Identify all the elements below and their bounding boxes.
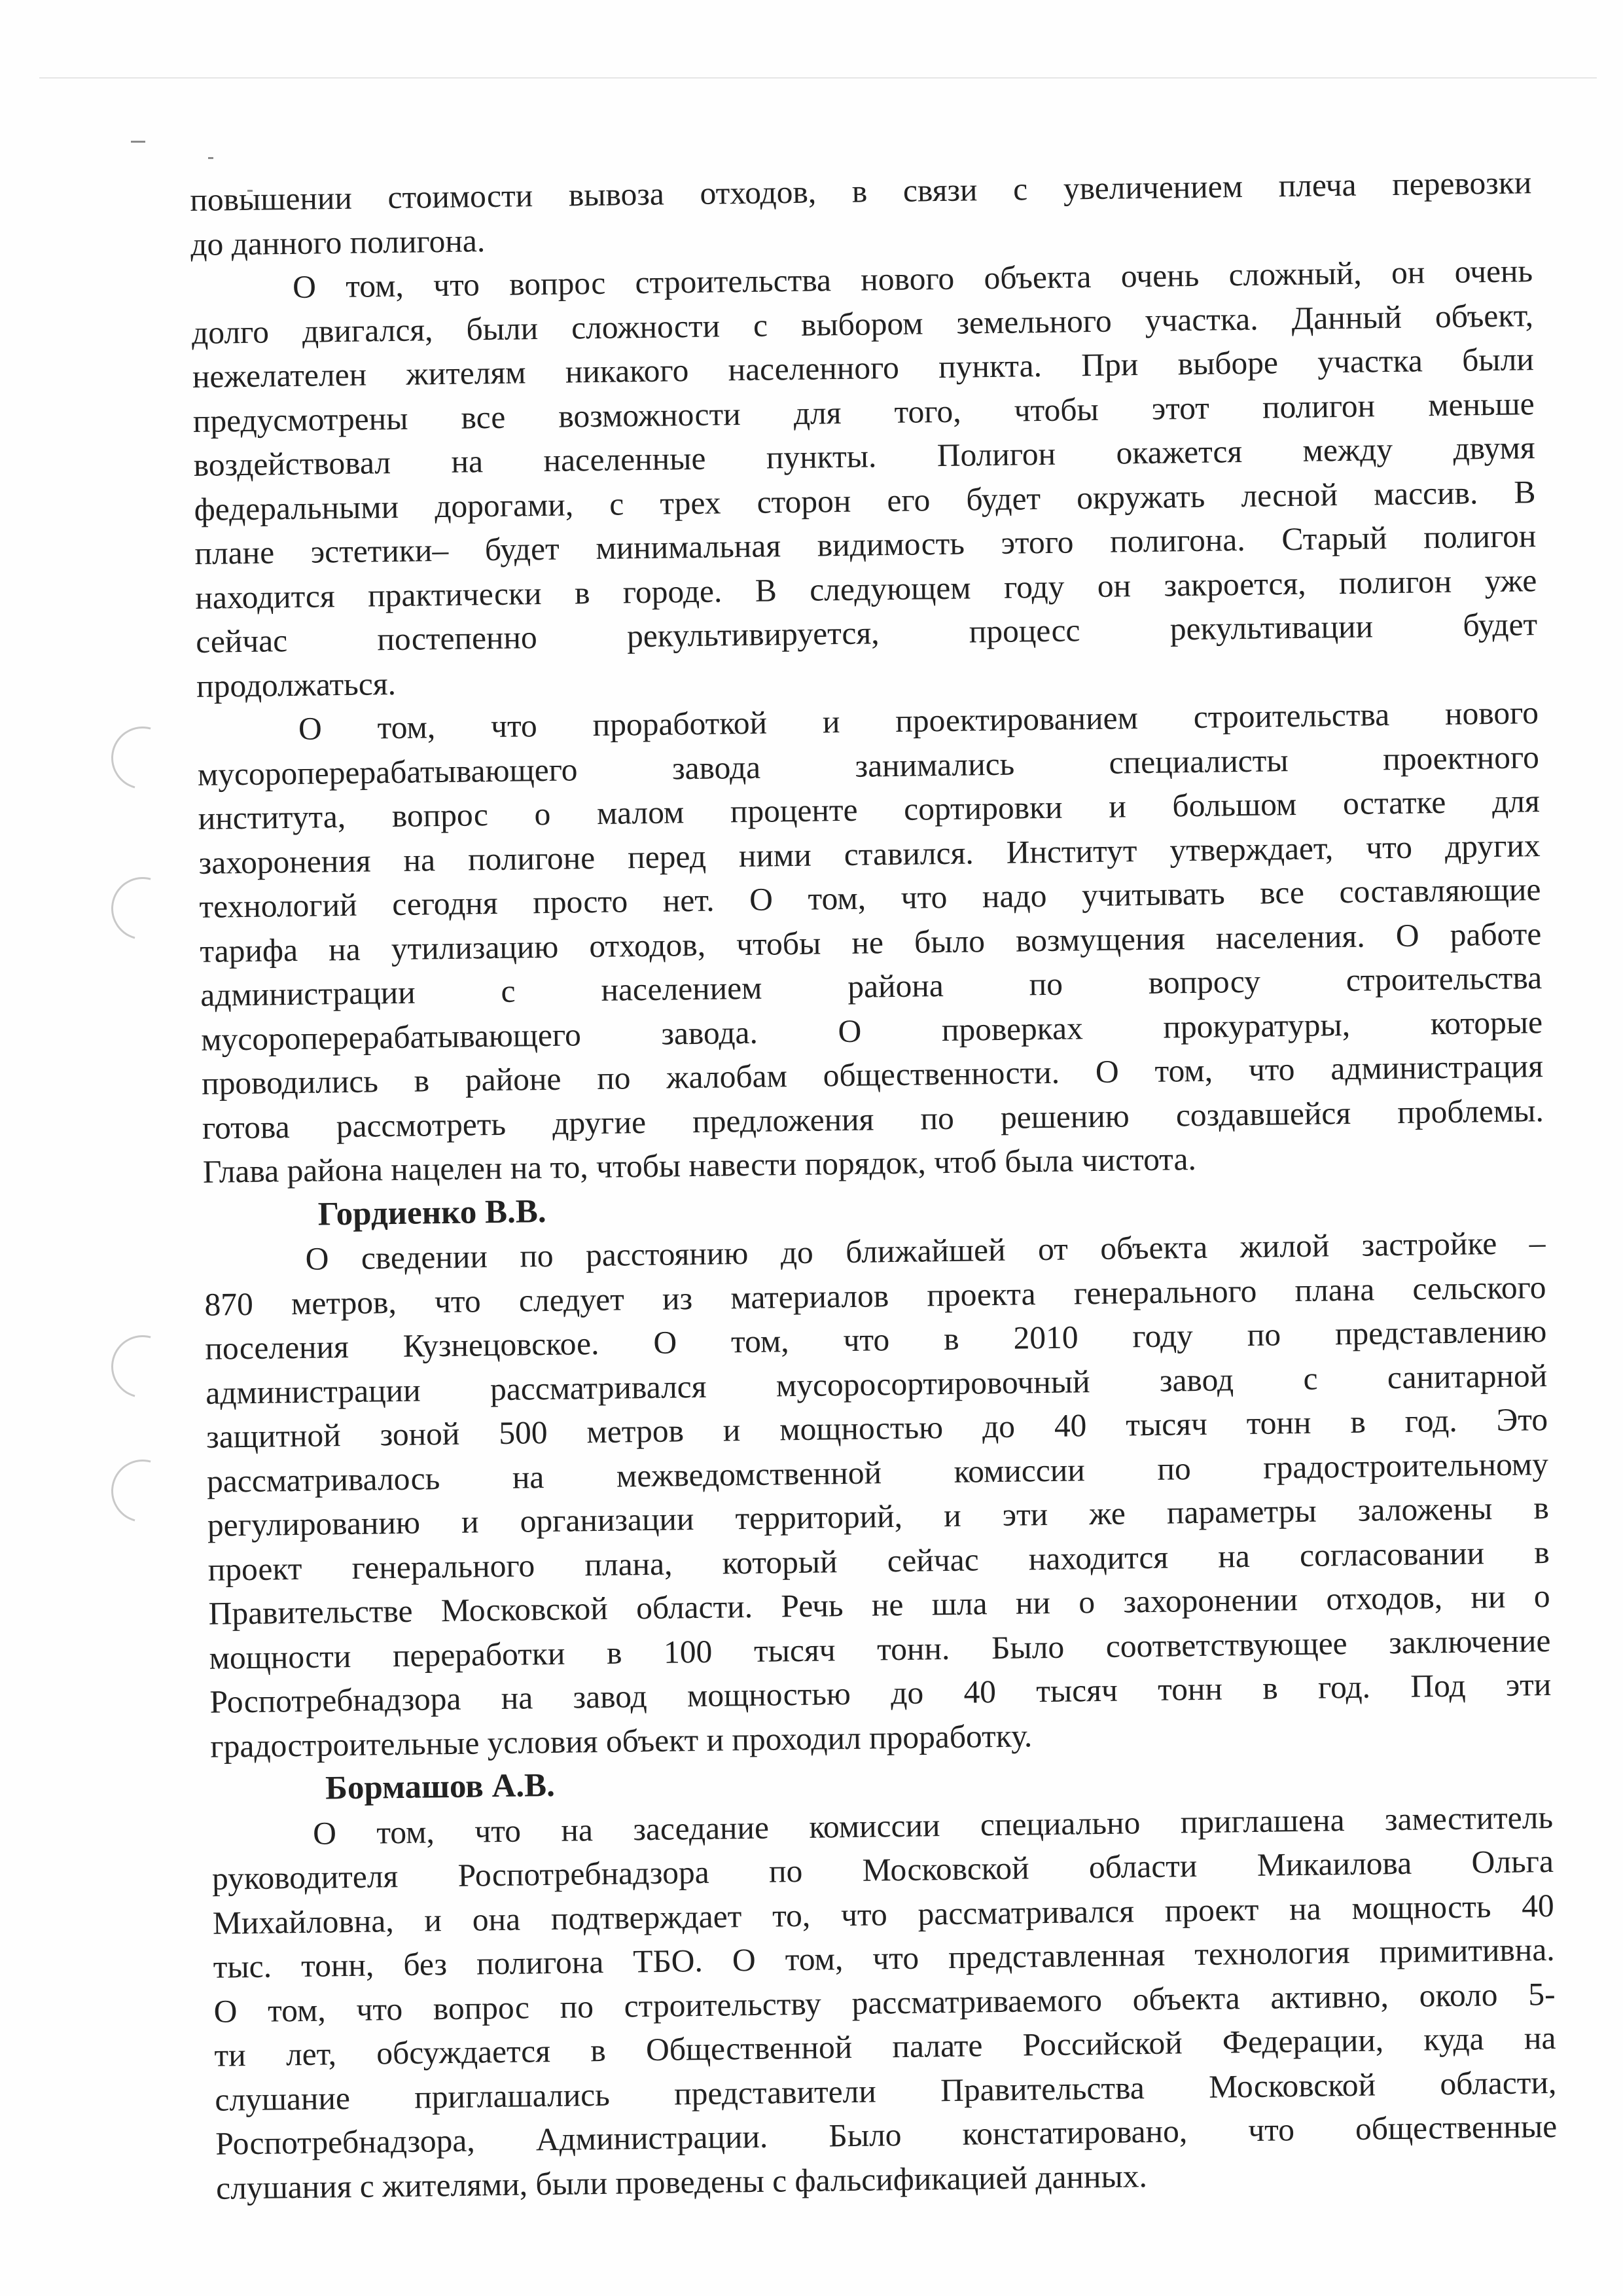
text-line: проект генерального плана, который сейчас находится на согласовании в bbox=[207, 1534, 1550, 1588]
text-line: повышении стоимости вывоза отходов, в связи с увеличением плеча перевозки bbox=[190, 164, 1532, 218]
text-line: сейчас постепенно рекультивируется, процесс рекультивации будет bbox=[195, 606, 1538, 660]
punch-hole-mark bbox=[99, 715, 185, 800]
text-line: 870 метров, что следует из материалов проекта генерального плана сельского bbox=[204, 1268, 1546, 1323]
text-line: Правительстве Московской области. Речь не шла ни о захоронении отходов, ни о bbox=[208, 1577, 1550, 1632]
speaker-heading: Бормашов А.В. bbox=[325, 1767, 556, 1807]
text-line: захоронения на полигоне перед ними ставился. Институт утверждает, что других bbox=[198, 827, 1541, 881]
scan-speck bbox=[208, 157, 213, 159]
text-line: до данного полигона. bbox=[190, 222, 486, 262]
text-line: продолжаться. bbox=[196, 665, 397, 704]
text-line: мусороперерабатывающего завода. О проверках прокуратуры, которые bbox=[200, 1003, 1543, 1058]
text-line: Роспотребнадзора на завод мощностью до 40 тысяч тонн в год. Под эти bbox=[209, 1666, 1552, 1720]
document-body bbox=[190, 160, 1558, 2210]
text-line: администрации с населением района по вопросу строительства bbox=[200, 960, 1543, 1013]
text-line: проводились в районе по жалобам общественности. О том, что администрация bbox=[201, 1048, 1544, 1102]
page-top-edge bbox=[39, 77, 1597, 79]
text-line: О том, что вопрос строительства нового объекта очень сложный, он очень bbox=[292, 253, 1533, 305]
text-line: ти лет, обсуждается в Общественной палате Российской Федерации, куда на bbox=[214, 2019, 1556, 2073]
text-line: федеральными дорогами, с трех сторон его будет окружать лесной массив. В bbox=[194, 473, 1536, 528]
punch-hole-mark bbox=[99, 1323, 185, 1409]
text-line: О том, что на заседание комиссии специально приглашена заместитель bbox=[312, 1799, 1554, 1852]
punch-hole-mark bbox=[99, 865, 185, 951]
text-line: слушания с жителями, были проведены с фальсификацией данных. bbox=[215, 2157, 1148, 2206]
punch-hole-mark bbox=[99, 1448, 185, 1534]
text-line: Михайловна, и она подтверждает то, что рассматривался проект на мощность 40 bbox=[212, 1887, 1555, 1941]
text-line: защитной зоной 500 метров и мощностью до 40 тысяч тонн в год. Это bbox=[205, 1401, 1548, 1455]
text-line: рассматривалось на межведомственной комиссии по градостроительному bbox=[206, 1445, 1549, 1499]
text-line: нежелателен жителям никакого населенного пункта. При выборе участка были bbox=[192, 341, 1535, 395]
text-line: руководителя Роспотребнадзора по Московской области Микаилова Ольга bbox=[211, 1842, 1554, 1897]
text-line: находится практически в городе. В следующем году он закроется, полигон уже bbox=[195, 562, 1537, 616]
text-line: мощности переработки в 100 тысяч тонн. Было соответствующее заключение bbox=[209, 1622, 1551, 1676]
text-line: слушание приглашались представители Правительства Московской области, bbox=[215, 2064, 1557, 2118]
text-line: мусороперерабатывающего завода занимались специалисты проектного bbox=[197, 738, 1540, 793]
text-line: плане эстетики– будет минимальная видимость этого полигона. Старый полигон bbox=[194, 518, 1537, 571]
text-line: Глава района нацелен на то, чтобы навести порядок, чтоб была чистота. bbox=[202, 1141, 1197, 1190]
text-line: тарифа на утилизацию отходов, чтобы не было возмущения населения. О работе bbox=[200, 915, 1542, 969]
speaker-heading: Гордиенко В.В. bbox=[317, 1193, 546, 1233]
text-line: О том, что вопрос по строительству рассматриваемого объекта активно, около 5- bbox=[213, 1975, 1556, 2030]
text-line: института, вопрос о малом проценте сортировки и большом остатке для bbox=[198, 783, 1540, 836]
text-line: администрации рассматривался мусоросортировочный завод с санитарной bbox=[205, 1357, 1548, 1411]
text-line: предусмотрены все возможности для того, чтобы этот полигон меньше bbox=[192, 385, 1535, 439]
text-line: долго двигался, были сложности с выбором земельного участка. Данный объект, bbox=[191, 296, 1534, 351]
text-line: тыс. тонн, без полигона ТБО. О том, что представленная технология примитивна. bbox=[213, 1931, 1555, 1985]
text-line: градостроительные условия объект и проходил проработку. bbox=[210, 1717, 1033, 1765]
text-line: технологий сегодня просто нет. О том, что надо учитывать все составляющие bbox=[199, 871, 1541, 925]
text-line: Роспотребнадзора, Администрации. Было констатировано, что общественные bbox=[215, 2108, 1558, 2162]
text-line: поселения Кузнецовское. О том, что в 2010 году по представлению bbox=[205, 1313, 1547, 1367]
text-line: регулированию и организации территорий, и эти же параметры заложены в bbox=[207, 1489, 1550, 1543]
text-line: О том, что проработкой и проектированием строительства нового bbox=[298, 694, 1539, 747]
text-line: О сведении по расстоянию до ближайшей от объекта жилой застройке – bbox=[305, 1225, 1546, 1277]
text-line: готова рассмотреть другие предложения по решению создавшейся проблемы. bbox=[202, 1092, 1544, 1146]
scan-speck bbox=[131, 141, 145, 143]
text-line: воздействовал на населенные пункты. Полигон окажется между двумя bbox=[193, 429, 1535, 483]
